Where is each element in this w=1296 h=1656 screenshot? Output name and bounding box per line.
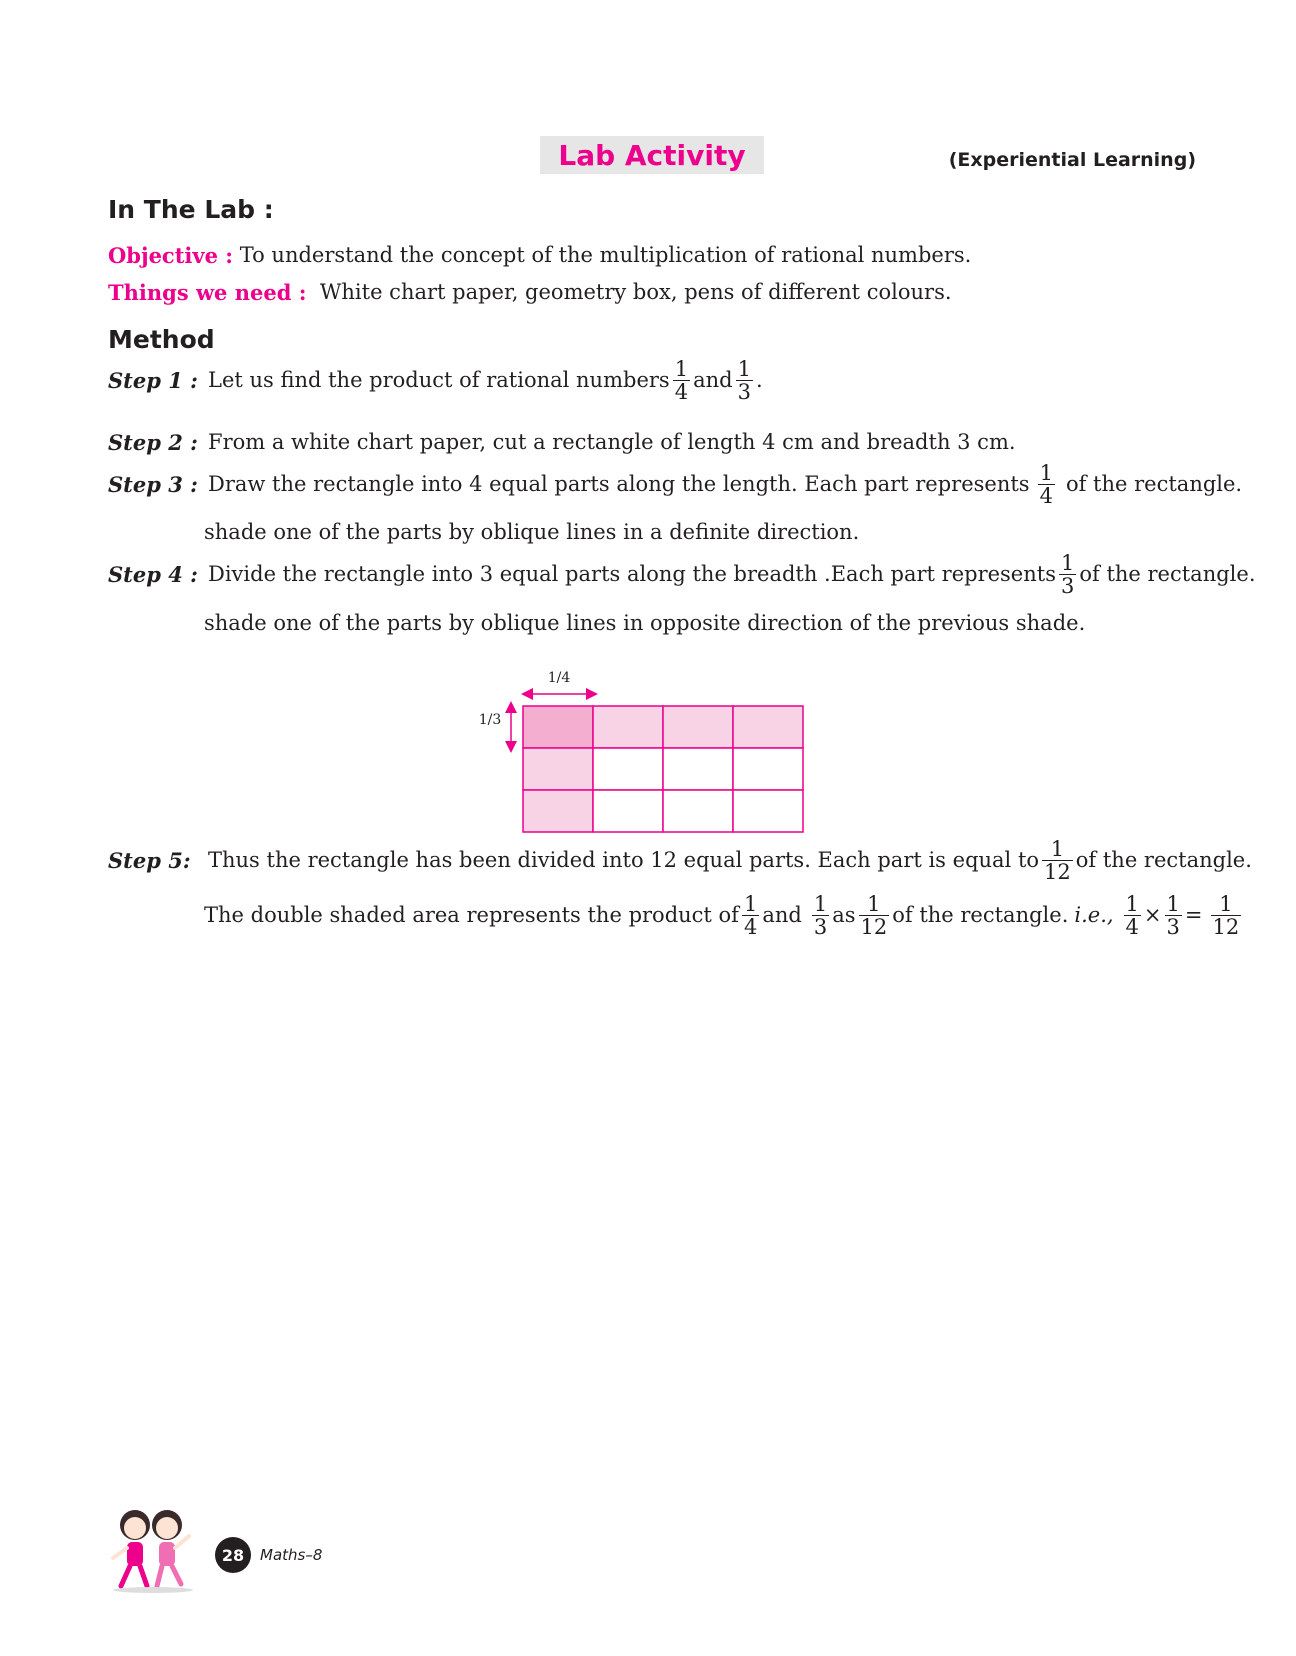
objective-line bbox=[108, 245, 971, 266]
grid-cell bbox=[663, 706, 733, 748]
rectangle-diagram-svg bbox=[470, 664, 830, 854]
fraction: $\frac{1}{4}$ bbox=[674, 357, 689, 405]
step-3-text-after: of the rectangle. bbox=[1065, 472, 1243, 497]
step-3-line-2: shade one of the parts by oblique lines in a definite direction. bbox=[204, 520, 860, 544]
step-5-line-2 bbox=[204, 893, 1244, 938]
page-subtitle: (Experiential Learning) bbox=[948, 149, 1196, 171]
step-5-text-after: of the rectangle. bbox=[1075, 848, 1252, 873]
as-text: as bbox=[832, 903, 856, 928]
fraction: $\frac{1}{12}$ bbox=[1044, 837, 1071, 885]
step-5-line-2-text: The double shaded area represents the product of bbox=[204, 903, 739, 928]
step-3-text: Draw the rectangle into 4 equal parts along the length. Each part represents bbox=[208, 472, 1030, 497]
period: . bbox=[755, 368, 763, 393]
section-heading-method: Method bbox=[108, 325, 215, 354]
fraction: $\frac{1}{4}$ bbox=[743, 892, 758, 940]
step-4-text-after: of the rectangle. bbox=[1079, 562, 1256, 587]
fraction: $\frac{1}{3}$ bbox=[1060, 551, 1075, 599]
grid-cell bbox=[593, 748, 663, 790]
step-5-text: Thus the rectangle has been divided into 12 equal parts. Each part is equal to bbox=[208, 848, 1040, 873]
and-text: and bbox=[762, 903, 802, 928]
step-2 bbox=[108, 432, 1016, 453]
double-shaded-cell bbox=[523, 706, 593, 748]
grid-cell bbox=[663, 748, 733, 790]
grid-cell bbox=[733, 748, 803, 790]
grid-cell bbox=[593, 790, 663, 832]
fraction: $\frac{1}{12}$ bbox=[860, 892, 888, 940]
objective-text: To understand the concept of the multiplication of rational numbers. bbox=[239, 243, 972, 267]
and-text: and bbox=[693, 368, 733, 393]
step-5 bbox=[108, 838, 1252, 883]
things-label: Things we need : bbox=[108, 280, 307, 305]
things-text: White chart paper, geometry box, pens of different colours. bbox=[319, 280, 952, 304]
grid-cell bbox=[523, 748, 593, 790]
book-title: Maths–8 bbox=[260, 1546, 323, 1564]
step-5-label: Step 5: bbox=[108, 848, 191, 874]
page-title: Lab Activity bbox=[540, 136, 764, 174]
step-4-text: Divide the rectangle into 3 equal parts along the breadth .Each part represents bbox=[208, 562, 1056, 587]
ie-text: i.e., bbox=[1074, 903, 1114, 928]
fraction: $\frac{1}{4}$ bbox=[1125, 892, 1139, 940]
grid-cell bbox=[523, 790, 593, 832]
page-number: 28 bbox=[215, 1537, 251, 1573]
step-3 bbox=[108, 462, 1242, 507]
rectangle-diagram bbox=[470, 664, 830, 858]
step-1-label: Step 1 : bbox=[108, 368, 198, 394]
step-4-line-2: shade one of the parts by oblique lines in opposite direction of the previous shade. bbox=[204, 611, 1086, 635]
objective-label: Objective : bbox=[108, 243, 234, 268]
grid-cell bbox=[733, 790, 803, 832]
step-1-text: Let us find the product of rational numbers bbox=[208, 368, 670, 393]
step-2-text: From a white chart paper, cut a rectangle of length 4 cm and breadth 3 cm. bbox=[208, 430, 1016, 454]
grid-cell bbox=[733, 706, 803, 748]
fraction: $\frac{1}{4}$ bbox=[1039, 461, 1053, 509]
things-line bbox=[108, 282, 952, 303]
grid-cell bbox=[593, 706, 663, 748]
section-heading-in-the-lab: In The Lab : bbox=[108, 195, 274, 224]
times-sign: × bbox=[1143, 903, 1162, 928]
step-1 bbox=[108, 358, 763, 403]
fraction: $\frac{1}{12}$ bbox=[1212, 892, 1240, 940]
step-4-label: Step 4 : bbox=[108, 562, 198, 588]
step-4 bbox=[108, 552, 1256, 597]
fraction: $\frac{1}{3}$ bbox=[1166, 892, 1180, 940]
step-2-label: Step 2 : bbox=[108, 430, 198, 455]
kids-mascot-icon bbox=[105, 1500, 200, 1599]
top-fraction-label: 1/4 bbox=[547, 670, 571, 686]
of-rectangle-text: of the rectangle. bbox=[892, 903, 1069, 928]
equals-sign: = bbox=[1184, 903, 1203, 928]
grid-cell bbox=[663, 790, 733, 832]
fraction: $\frac{1}{3}$ bbox=[813, 892, 828, 940]
step-3-label: Step 3 : bbox=[108, 472, 198, 498]
side-fraction-label: 1/3 bbox=[478, 712, 502, 728]
fraction: $\frac{1}{3}$ bbox=[737, 357, 751, 405]
grid bbox=[523, 706, 803, 832]
